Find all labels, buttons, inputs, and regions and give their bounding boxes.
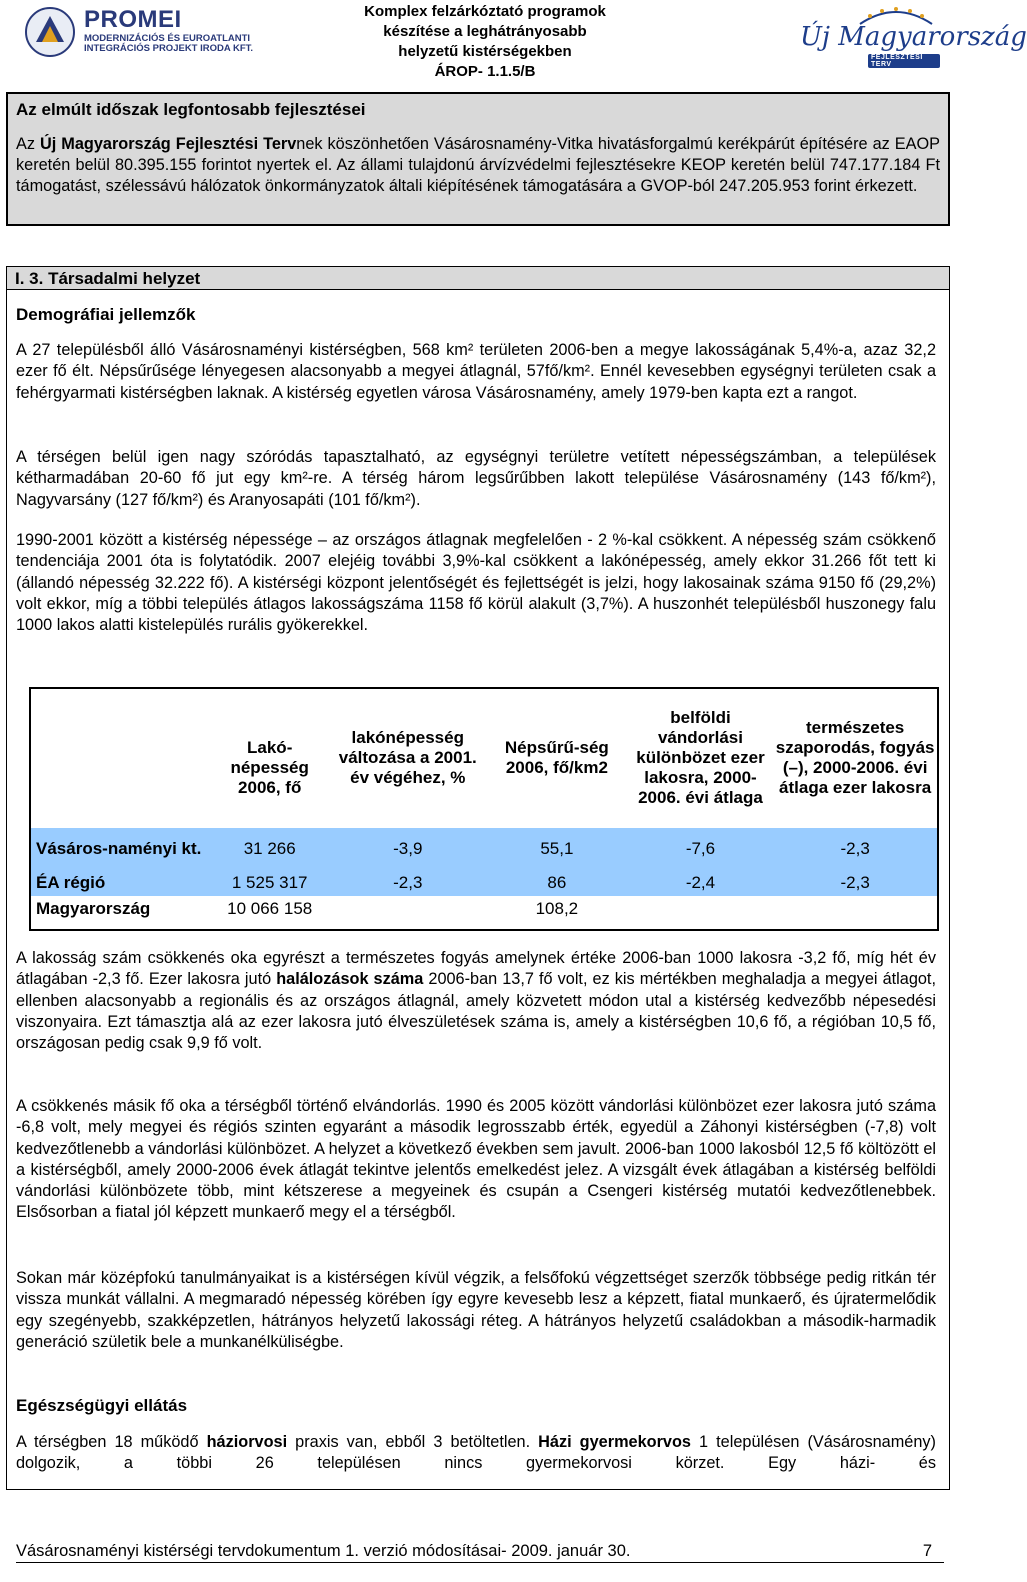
table-row bbox=[30, 870, 938, 896]
table-cell: 1 525 317 bbox=[231, 873, 308, 892]
bold-term: Házi gyermekorvos bbox=[538, 1433, 691, 1451]
table-cell: -2,4 bbox=[685, 873, 716, 892]
paragraph-3: 1990-2001 között a kistérség népessége – az országos átlagnak megfelelően - 2 %-kal csökkent. A népesség szám csökkenő tendenciája 2001 óta is folytatódik. 2007 elejéig további 3,9%-kal csökkent a lakónépesség, amely ekkor 31.266 főt tett ki (állandó népesség 32.222 fő). A kistérségi központ jelentőségét és fejlettségét is jelzi, hogy lakosainak száma 9150 fő (29,2%) volt ekkor, míg a többi település átlagos lakosságszáma 1158 fő körül alakult (3,7%). A huszonhét településből huszonegy falu 1000 lakos alatti kistelepülés rurális gyökerekkel. bbox=[16, 531, 936, 635]
header-line: készítése a leghátrányosabb bbox=[383, 23, 587, 40]
table-row bbox=[30, 828, 938, 870]
paragraph-4 bbox=[16, 948, 936, 1054]
promei-name: PROMEI bbox=[84, 6, 182, 33]
umft-bold: Új Magyarország Fejlesztési Terv bbox=[40, 135, 297, 153]
table-cell bbox=[772, 896, 938, 922]
row-label: ÉA régió bbox=[36, 873, 106, 892]
health-heading: Egészségügyi ellátás bbox=[16, 1396, 188, 1415]
table-header-row bbox=[30, 688, 938, 828]
text-span: A lakosság szám csökkenés oka egyrészt a természetes fogyás amelynek értéke 2006-ban 1000 lakosra -3,2 fő, míg hét év átlagában -2,3 fő. Ezer lakosra jutó bbox=[16, 949, 936, 989]
promei-emblem-icon bbox=[24, 6, 76, 58]
row-label: Vásáros-naményi kt. bbox=[36, 839, 202, 858]
table-cell bbox=[330, 896, 485, 922]
section-title: I. 3. Társadalmi helyzet bbox=[15, 269, 201, 288]
table-header-cell: belföldi vándorlási különbözet ezer lakosra, 2000-2006. évi átlaga bbox=[636, 708, 765, 807]
page-footer bbox=[16, 1542, 944, 1561]
paragraph-1: A 27 településből álló Vásárosnaményi kistérségben, 568 km² területen 2006-ben a megye lakosságának 5,4%-a, azaz 32,2 ezer fő élt. Népsűrűsége lényegesen alacsonyabb a megyei átlagnál, 57fő/km². Ennél kevesebben egységnyi területen csak a fehérgyarmati kistérségben laknak. A kistérség egyetlen városa Vásárosnamény, amely 1979-ben kapta ezt a rangot. bbox=[16, 341, 936, 402]
text-span: 2006-ban 13,7 fő volt, ez kis mértékben meghaladja a megyei átlagot, ellenben alacsonyabb a regionális és az országos átlagnál, amely közvetett módon utal a kistérség kedvezőbb népesedési viszonyaira. Ezt támasztja alá az ezer lakosra jutó élveszületések száma is, amely a kistérségben 10,6 fő, a régióban 10,5 fő, országosan pedig csak 9,9 fő volt. bbox=[16, 970, 936, 1053]
table-cell: -2,3 bbox=[393, 873, 423, 892]
fejlesztesi-terv-tag: FEJLESZTÉSI TERV bbox=[868, 54, 940, 68]
table-cell: -2,3 bbox=[840, 873, 870, 892]
box-paragraph bbox=[16, 134, 940, 197]
bold-term: halálozások száma bbox=[276, 970, 424, 989]
header-line: ÁROP- 1.1.5/B bbox=[434, 63, 536, 80]
demographics-table bbox=[30, 688, 938, 922]
table-cell: -2,3 bbox=[840, 839, 870, 858]
table-cell bbox=[629, 896, 773, 922]
paragraph-6: Sokan már középfokú tanulmányaikat is a kistérségen kívül végzik, a felsőfokú végzettséget szerzők többsége pedig ritkán tér vissza munkát vállalni. A megmaradó népesség körében így egyre kevesebb lesz a képzett, fiatal munkaerő, és újratermelődik egy szegényebb, szakképzetlen, hátrányos helyzetű lakossági réteg. A hátrányos helyzetű családokban a második-harmadik generáció születik bele a munkanélküliségbe. bbox=[16, 1269, 936, 1351]
table-header-cell: Népsűrű-ség 2006, fő/km2 bbox=[504, 738, 609, 777]
table-header-cell bbox=[30, 688, 209, 828]
promei-logo bbox=[20, 4, 260, 62]
text-span: A térségben 18 működő bbox=[16, 1433, 207, 1451]
header-line: Komplex felzárkóztató programok bbox=[364, 3, 606, 20]
recent-developments-box bbox=[6, 92, 950, 226]
table-header-cell: természetes szaporodás, fogyás (–), 2000-2006. évi átlaga ezer lakosra bbox=[775, 718, 935, 797]
header-line: helyzetű kistérségekben bbox=[398, 43, 572, 60]
table-cell: 55,1 bbox=[540, 839, 574, 858]
table-cell: 108,2 bbox=[535, 899, 579, 918]
text-span: Az bbox=[16, 135, 40, 153]
bold-term: háziorvosi bbox=[206, 1433, 288, 1451]
section-title-bar bbox=[6, 266, 950, 290]
box-title: Az elmúlt időszak legfontosabb fejlesztései bbox=[16, 100, 366, 119]
row-label: Magyarország bbox=[36, 899, 151, 918]
table-cell: -3,9 bbox=[393, 839, 423, 858]
uj-magyarorszag-logotype: Új Magyarország bbox=[800, 22, 1027, 52]
table-header-cell: Lakó-népesség 2006, fő bbox=[230, 738, 309, 797]
table-cell: -7,6 bbox=[685, 839, 716, 858]
paragraph-2: A térségen belül igen nagy szóródás tapasztalható, az egységnyi területre vetített népességszámban, a települések kétharmadában 20-60 fő jut egy km²-re. A térség három legsűrűbben lakott települése Vásárosnamény (143 fő/km²), Nagyvarsány (127 fő/km²) és Aranyosapáti (101 fő/km²). bbox=[16, 448, 936, 509]
page-header bbox=[0, 0, 1027, 86]
text-span: nek köszönhetően Vásárosnamény-Vitka hivatásforgalmú kerékpárút építésére az EAOP keretén belül 80.395.155 forintot nyertek el. Az állami tulajdonú árvízvédelmi fejlesztésekre KEOP keretén belül 747.177.184 Ft támogatást, szélessávú hálózatok önkormányzatok általi kiépítésének támogatására a GVOP-ból 247.205.953 forint érkezett. bbox=[16, 135, 940, 195]
promei-subtitle: MODERNIZÁCIÓS ÉS EUROATLANTI INTEGRÁCIÓS PROJEKT IRODA KFT. bbox=[84, 33, 254, 54]
table-cell: 86 bbox=[547, 873, 567, 892]
text-span: praxis van, ebből 3 betöltetlen. bbox=[287, 1433, 539, 1451]
header-program-title bbox=[340, 2, 630, 82]
table-row bbox=[30, 896, 938, 922]
table-cell: 31 266 bbox=[243, 839, 296, 858]
uj-magyarorszag-logo bbox=[800, 4, 1027, 68]
page-number: 7 bbox=[922, 1542, 932, 1560]
footer-rule bbox=[16, 1562, 944, 1563]
table-header-cell: lakónépesség változása a 2001. év végéhez, % bbox=[338, 728, 477, 787]
paragraph-7 bbox=[16, 1432, 936, 1475]
demographics-heading: Demográfiai jellemzők bbox=[16, 305, 196, 324]
paragraph-5: A csökkenés másik fő oka a térségből történő elvándorlás. 1990 és 2005 között vándorlási különbözet ezer lakosra jutó száma -6,8 volt, mely megyei és régiós szinten egyaránt a második legrosszabb érték, egyedül a Záhonyi kistérségben (-7,8) volt kedvezőtlenebb a vándorlási különbözet. A helyzet a következő években sem javult. 2006-ban 1000 lakosból 12,5 fő költözött el a kistérségből, amely 2000-2006 évek átlagát tekintve jelentős emelkedést jelez. A vizsgált évek átlagában a kistérség belföldi vándorlási különbözete több, mint kétszerese a megyeinek és csupán a Csengeri kistérség mutatói kedvezőtlenebbek. Elsősorban a fiatal jól képzett munkaerő megy el a térségből. bbox=[16, 1097, 936, 1222]
text-span: 1 településen (Vásárosnamény) dolgozik, a többi 26 településen nincs gyermekorvosi körzet. Egy házi- és bbox=[16, 1433, 936, 1473]
table-cell: 10 066 158 bbox=[227, 899, 313, 918]
footer-text: Vásárosnaményi kistérségi tervdokumentum 1. verzió módosításai- 2009. január 30. bbox=[16, 1542, 631, 1560]
